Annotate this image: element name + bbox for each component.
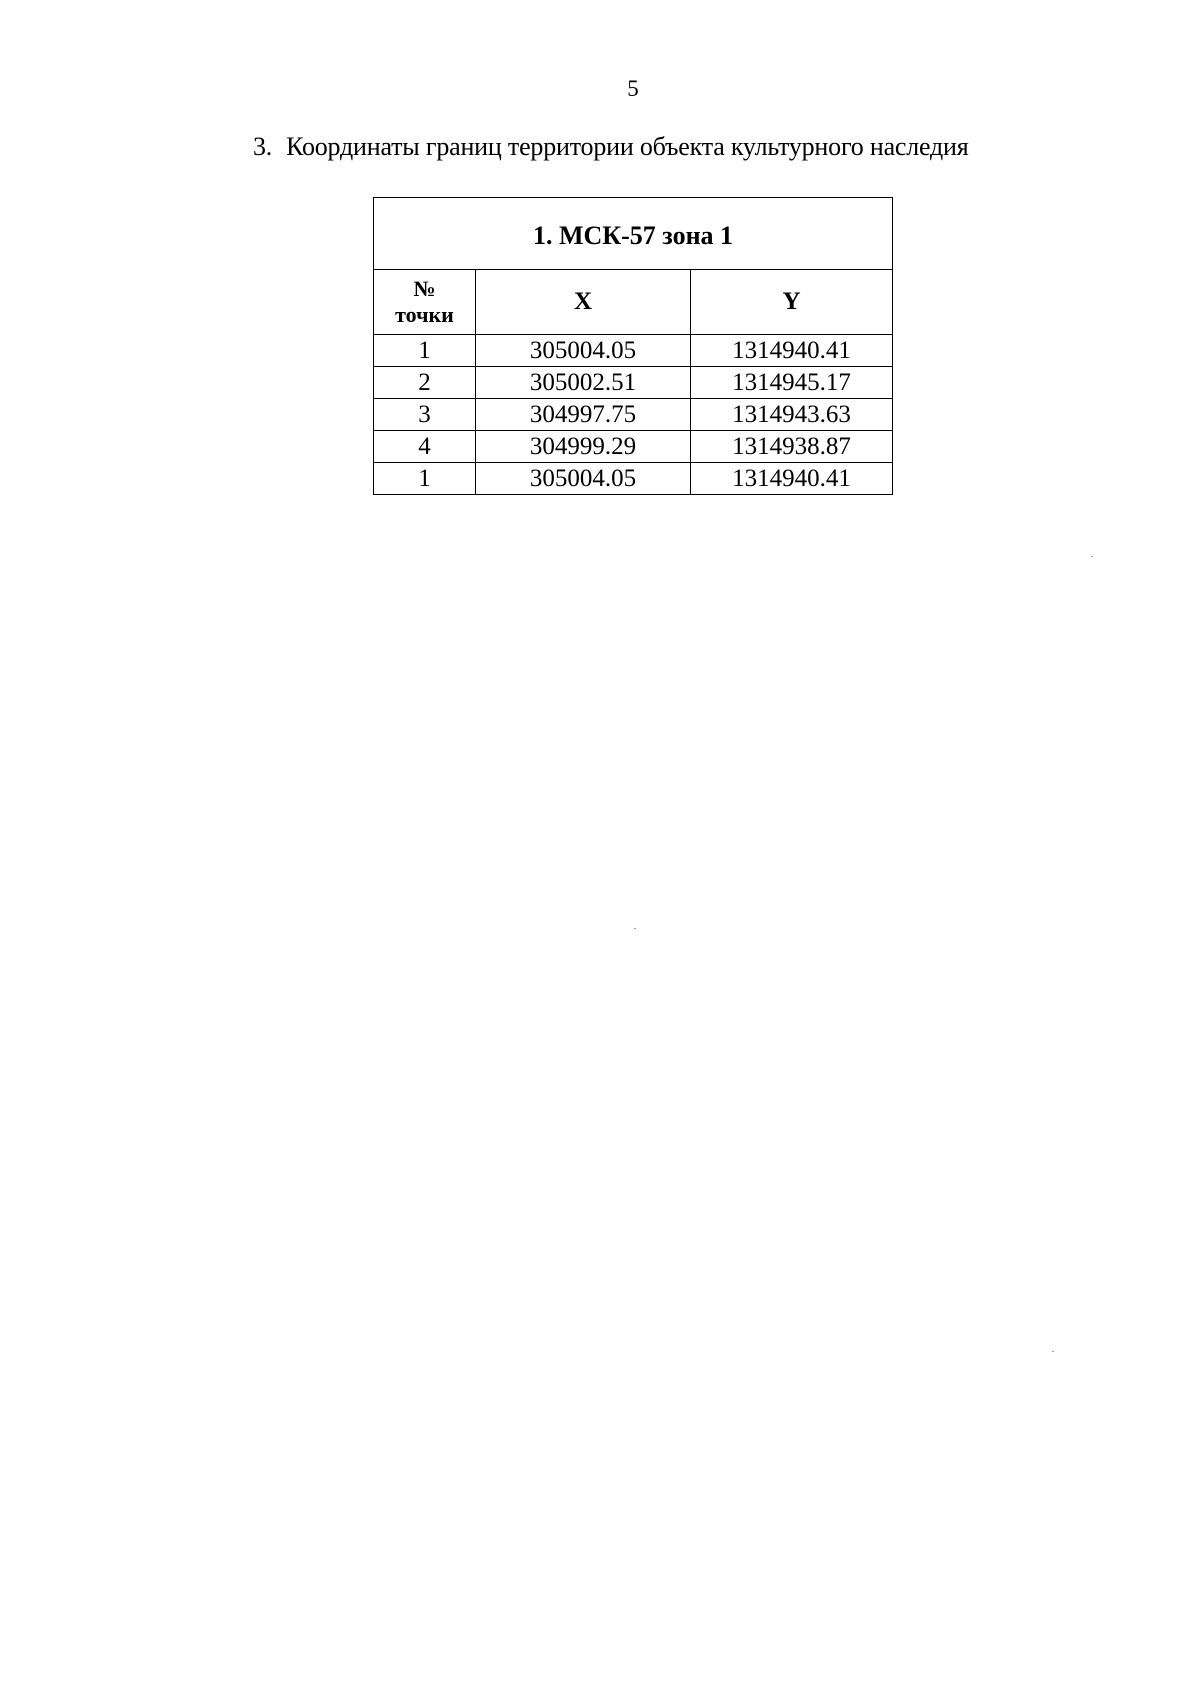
scan-speck xyxy=(1091,556,1093,557)
cell-y: 1314940.41 xyxy=(691,463,893,495)
table-caption: 1. МСК-57 зона 1 xyxy=(374,198,893,270)
section-number: 3. xyxy=(253,132,273,161)
header-point-number-sign: № xyxy=(413,276,436,301)
header-x: X xyxy=(476,270,691,335)
cell-point: 4 xyxy=(374,431,476,463)
table-row xyxy=(374,335,893,367)
table-caption-row xyxy=(374,198,893,270)
section-title: Координаты границ территории объекта культурного наследия xyxy=(286,132,969,161)
table-row xyxy=(374,463,893,495)
cell-point: 3 xyxy=(374,399,476,431)
header-point-number-word: точки xyxy=(395,302,454,327)
cell-y: 1314938.87 xyxy=(691,431,893,463)
section-heading xyxy=(253,131,1153,163)
table-header-row xyxy=(374,270,893,335)
cell-y: 1314943.63 xyxy=(691,399,893,431)
table-row xyxy=(374,399,893,431)
cell-y: 1314945.17 xyxy=(691,367,893,399)
table-row xyxy=(374,431,893,463)
cell-x: 305004.05 xyxy=(476,463,691,495)
cell-point: 2 xyxy=(374,367,476,399)
cell-point: 1 xyxy=(374,335,476,367)
coordinates-table xyxy=(373,197,893,495)
cell-x: 305004.05 xyxy=(476,335,691,367)
cell-x: 304997.75 xyxy=(476,399,691,431)
page-number: 5 xyxy=(627,76,639,101)
cell-x: 304999.29 xyxy=(476,431,691,463)
table-row xyxy=(374,367,893,399)
cell-x: 305002.51 xyxy=(476,367,691,399)
cell-y: 1314940.41 xyxy=(691,335,893,367)
scan-speck xyxy=(1052,1351,1054,1352)
header-y: Y xyxy=(691,270,893,335)
scan-speck xyxy=(634,928,636,929)
header-point-number xyxy=(374,270,476,335)
cell-point: 1 xyxy=(374,463,476,495)
